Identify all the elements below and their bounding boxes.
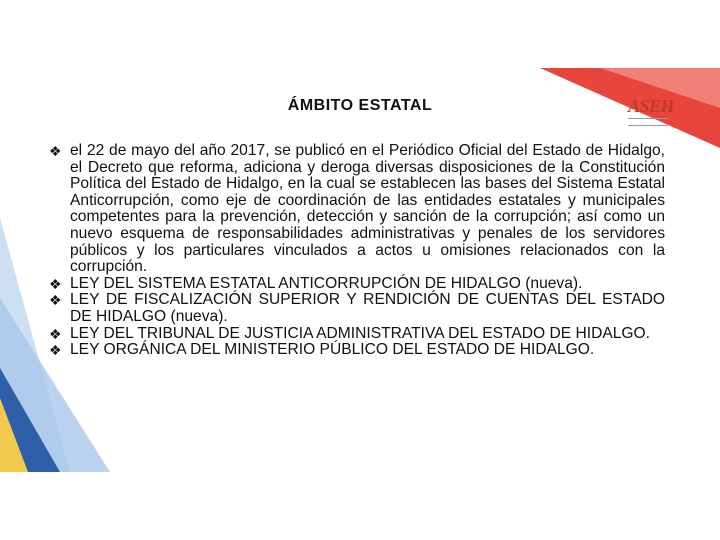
- bullet-text: el 22 de mayo del año 2017, se publicó en el Periódico Oficial del Estado de Hidalgo, el Decreto que reforma, adiciona y deroga diversas disposiciones de la Constitución Política del Estado de Hidalgo, en la cual se establecen las bases del Sistema Estatal Anticorrupción, como eje de coordinación de las entidades estatales y municipales competentes para la prevención, detección y sanción de la corrupción; así como un nuevo esquema de responsabilidades administrativas y penales de los servidores públicos y los particulares vinculados a actos u omisiones relacionados con la corrupción.: [70, 142, 665, 276]
- bullet-list: [49, 143, 665, 359]
- bullet-item: [49, 276, 665, 293]
- bullet-text: LEY DE FISCALIZACIÓN SUPERIOR Y RENDICIÓN DE CUENTAS DEL ESTADO DE HIDALGO (nueva).: [70, 291, 665, 325]
- bullet-item: [49, 342, 665, 359]
- bullet-text: LEY DEL TRIBUNAL DE JUSTICIA ADMINISTRATIVA DEL ESTADO DE HIDALGO.: [70, 324, 650, 342]
- bullet-text: LEY ORGÁNICA DEL MINISTERIO PÚBLICO DEL ESTADO DE HIDALGO.: [70, 341, 595, 359]
- slide: [0, 68, 720, 472]
- bullet-text: LEY DEL SISTEMA ESTATAL ANTICORRUPCIÓN DE HIDALGO (nueva).: [70, 274, 583, 292]
- slide-title: ÁMBITO ESTATAL: [287, 97, 433, 114]
- diamond-bullet-icon: ❖: [49, 143, 62, 159]
- bullet-item: [49, 292, 665, 325]
- diamond-bullet-icon: ❖: [49, 292, 62, 309]
- diamond-bullet-icon: ❖: [49, 342, 62, 359]
- logo-text: ASEH: [628, 96, 675, 116]
- diamond-bullet-icon: ❖: [49, 325, 62, 342]
- bullet-item: [49, 143, 665, 276]
- logo-subtitle-lines: [628, 118, 668, 126]
- diamond-bullet-icon: ❖: [49, 275, 62, 292]
- bullet-item: [49, 326, 665, 343]
